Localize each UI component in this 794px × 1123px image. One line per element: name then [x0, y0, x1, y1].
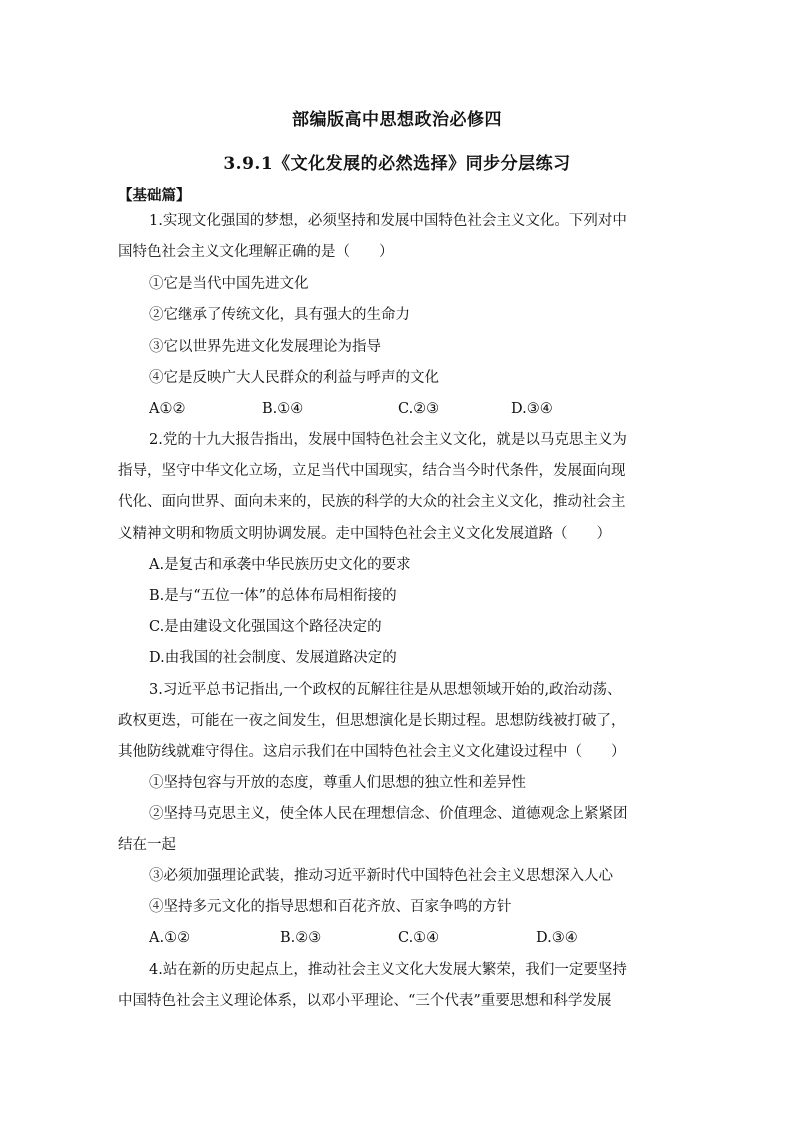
- q1-item-1: ①它是当代中国先进文化: [149, 276, 309, 292]
- q3-option-c: C.①④: [398, 930, 440, 946]
- q3-option-b: B.②③: [280, 930, 322, 946]
- q1-stem-line-1: 1.实现文化强国的梦想，必须坚持和发展中国特色社会主义文化。下列对中: [149, 213, 627, 229]
- q3-item-4: ④坚持多元文化的指导思想和百花齐放、百家争鸣的方针: [149, 899, 512, 915]
- q4-stem-line-2: 中国特色社会主义理论体系，以邓小平理论、“三个代表”重要思想和科学发展: [118, 993, 612, 1009]
- q1-stem-line-2: 国特色社会主义文化理解正确的是（ ）: [118, 244, 394, 260]
- q3-item-2: ②坚持马克思主义，使全体人民在理想信念、价值理念、道德观念上紧紧团: [149, 806, 628, 822]
- q1-option-d: D.③④: [511, 401, 553, 417]
- q1-item-2: ②它继承了传统文化，具有强大的生命力: [149, 307, 410, 323]
- q4-stem-line-1: 4.站在新的历史起点上，推动社会主义文化大发展大繁荣，我们一定要坚持: [149, 962, 627, 978]
- q3-item-2-cont: 结在一起: [118, 837, 176, 853]
- q3-item-1: ①坚持包容与开放的态度，尊重人们思想的独立性和差异性: [149, 775, 526, 791]
- document-title: 部编版高中思想政治必修四: [292, 110, 502, 130]
- q3-stem-line-1: 3.习近平总书记指出,一个政权的瓦解往往是从思想领域开始的,政治动荡、: [149, 682, 622, 698]
- q2-option-c: C.是由建设文化强国这个路径决定的: [149, 619, 382, 635]
- q2-option-d: D.由我国的社会制度、发展道路决定的: [149, 650, 397, 666]
- document-subtitle: 3.9.1《文化发展的必然选择》同步分层练习: [223, 154, 571, 174]
- q2-option-a: A.是复古和承袭中华民族历史文化的要求: [149, 557, 411, 573]
- section-label: 【基础篇】: [118, 187, 191, 204]
- q2-stem-line-2: 指导，坚守中华文化立场，立足当代中国现实，结合当今时代条件，发展面向现: [118, 463, 626, 479]
- q3-stem-line-3: 其他防线就难守得住。这启示我们在中国特色社会主义文化建设过程中（ ）: [118, 744, 626, 760]
- q3-stem-line-2: 政权更迭，可能在一夜之间发生，但思想演化是长期过程。思想防线被打破了，: [118, 713, 626, 729]
- q1-item-3: ③它以世界先进文化发展理论为指导: [149, 339, 381, 355]
- q1-item-4: ④它是反映广大人民群众的利益与呼声的文化: [149, 370, 439, 386]
- q1-option-b: B.①④: [262, 401, 304, 417]
- q1-option-c: C.②③: [398, 401, 440, 417]
- q2-stem-line-4: 义精神文明和物质文明协调发展。走中国特色社会主义文化发展道路（ ）: [118, 526, 611, 542]
- q2-stem-line-3: 代化、面向世界、面向未来的，民族的科学的大众的社会主义文化，推动社会主: [118, 494, 626, 510]
- q3-item-3: ③必须加强理论武装，推动习近平新时代中国特色社会主义思想深入人心: [149, 868, 613, 884]
- q1-option-a: A①②: [149, 401, 186, 417]
- q2-stem-line-1: 2.党的十九大报告指出，发展中国特色社会主义文化，就是以马克思主义为: [149, 432, 627, 448]
- q2-option-b: B.是与“五位一体”的总体布局相衔接的: [149, 588, 397, 604]
- q3-option-d: D.③④: [536, 930, 578, 946]
- q3-option-a: A.①②: [149, 930, 191, 946]
